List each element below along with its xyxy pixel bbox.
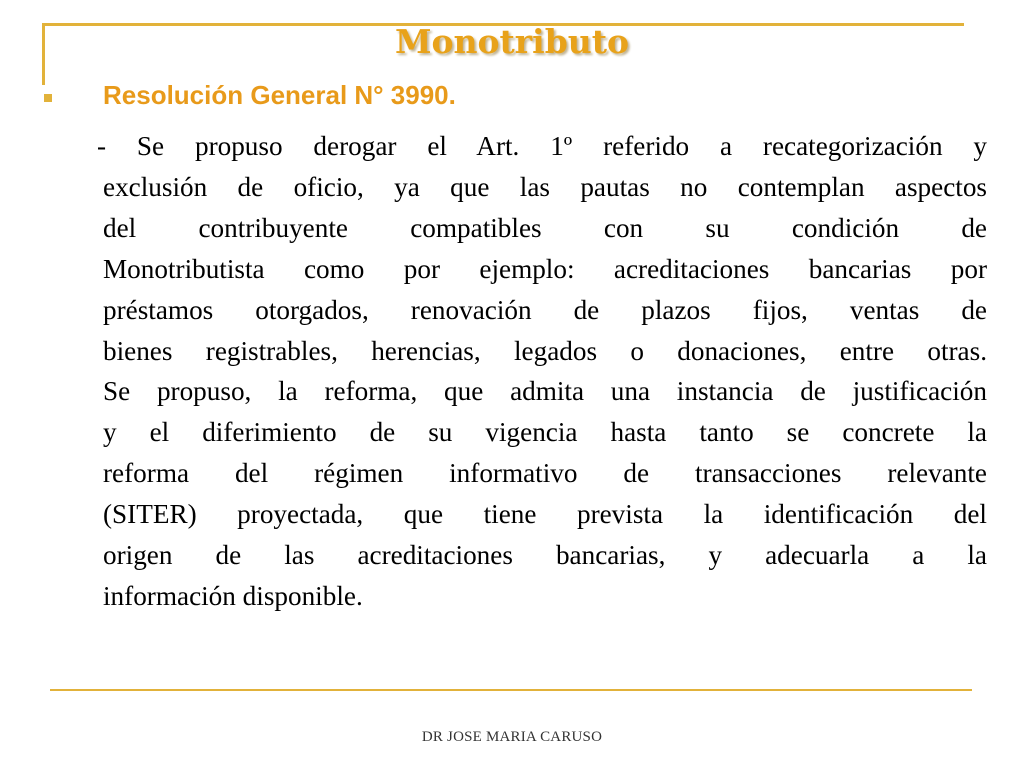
body-line-3: del contribuyente compatibles con su condición de	[103, 212, 987, 243]
body-line-9: reforma del régimen informativo de transacciones relevante	[103, 458, 987, 489]
body-line-6: bienes registrables, herencias, legados o donaciones, entre otras.	[103, 335, 987, 366]
body-line-2: exclusión de oficio, ya que las pautas no contemplan aspectos	[103, 171, 987, 202]
body-line-10: (SITER) proyectada, que tiene prevista la identificación del	[103, 499, 987, 530]
body-line-4: Monotributista como por ejemplo: acreditaciones bancarias por	[103, 253, 987, 284]
footer-author: DR JOSE MARIA CARUSO	[421, 729, 603, 745]
body-line-8: y el diferimiento de su vigencia hasta tanto se concrete la	[103, 417, 987, 448]
slide-subtitle: Resolución General N° 3990.	[103, 80, 456, 110]
body-paragraph	[97, 126, 987, 617]
body-line-1: - Se propuso derogar el Art. 1º referido a recategorización y	[97, 131, 987, 161]
bullet-square-icon	[44, 94, 52, 102]
slide-title: Monotributo	[394, 22, 630, 61]
body-line-11: origen de las acreditaciones bancarias, y adecuarla a la	[103, 540, 987, 571]
body-line-12: información disponible.	[103, 580, 363, 611]
body-line-7: Se propuso, la reforma, que admita una instancia de justificación	[103, 376, 987, 407]
body-line-5: préstamos otorgados, renovación de plazos fijos, ventas de	[103, 294, 987, 325]
bottom-border-rule	[50, 689, 972, 691]
